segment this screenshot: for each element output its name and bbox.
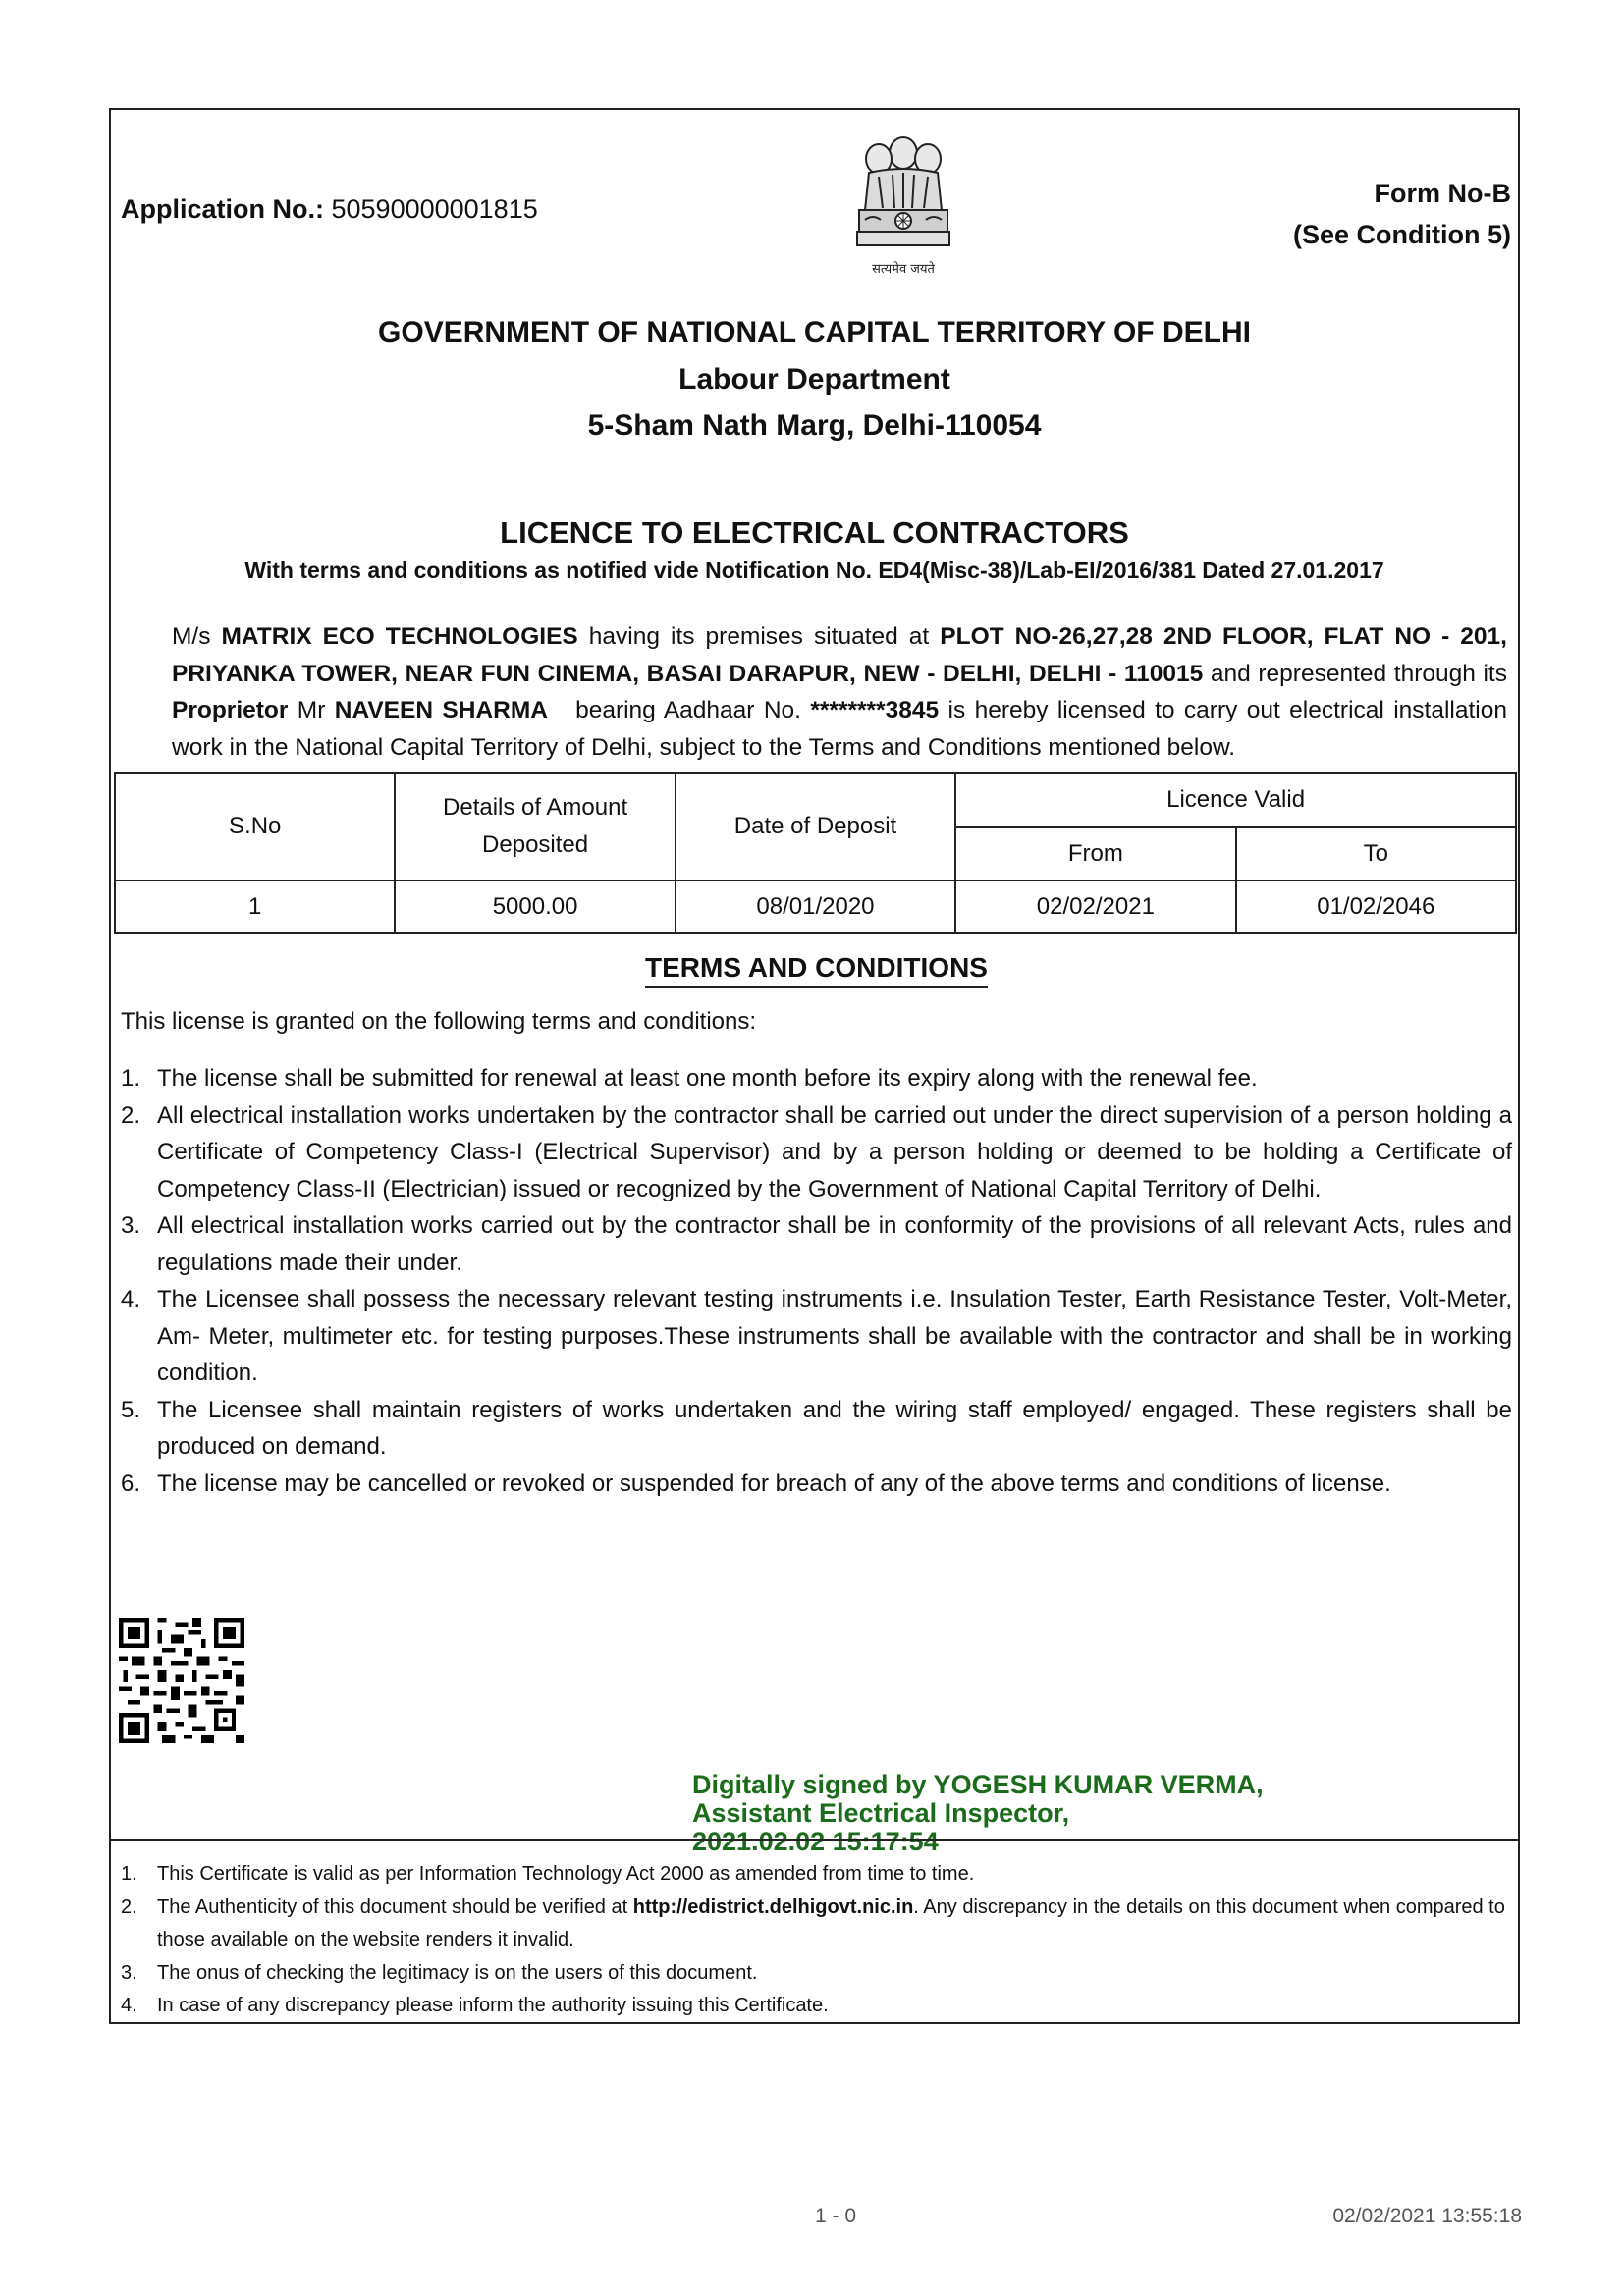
note-text: This Certificate is valid as per Information Technology Act 2000 as amended from time to time. <box>157 1863 975 1885</box>
header-date-of-deposit: Date of Deposit <box>676 773 955 881</box>
verification-link[interactable]: http://edistrict.delhigovt.nic.in <box>632 1896 914 1918</box>
government-title: GOVERNMENT OF NATIONAL CAPITAL TERRITORY OF DELHI <box>378 316 1251 348</box>
representative-name: NAVEEN SHARMA <box>334 697 548 723</box>
see-condition: (See Condition 5) <box>1293 220 1511 249</box>
digital-signature <box>692 1771 1264 1856</box>
application-value: 50590000001815 <box>331 194 538 224</box>
header-licence-valid: Licence Valid <box>955 773 1516 827</box>
body-text-part: and represented through its <box>1203 660 1507 687</box>
signature-timestamp: 2021.02.02 15:17:54 <box>692 1827 939 1856</box>
cell-amount: 5000.00 <box>395 881 675 933</box>
emblem-motto: सत्यमेव जयते <box>872 262 935 277</box>
table-row <box>115 881 1516 933</box>
department-address: 5-Sham Nath Marg, Delhi-110054 <box>587 409 1042 442</box>
list-item: 4. In case of any discrepancy please inform the authority issuing this Certificate. <box>121 1995 829 2016</box>
cell-valid-from: 02/02/2021 <box>955 881 1235 933</box>
list-item: 6. The license may be cancelled or revoked or suspended for breach of any of the above terms and conditions of license. <box>121 1469 1391 1497</box>
premises-address: PLOT NO-26,27,28 2ND FLOOR, FLAT NO - 201, PRIYANKA TOWER, NEAR FUN CINEMA, BASAI DARAPUR, NEW - DELHI, DELHI - 110015 <box>172 623 1507 687</box>
cell-date-of-deposit: 08/01/2020 <box>676 881 955 933</box>
aadhaar-number: ********3845 <box>810 697 940 723</box>
term-text: All electrical installation works undertaken by the contractor shall be carried out under the direct supervision of a person holding a Certificate of Competency Class-I (Electrical Supervisor) and by a person holding or deemed to be holding a Certificate of Competency Class-II (Electrician) issued or recognized by the Government of National Capital Territory of Delhi. <box>157 1101 1512 1202</box>
note-text: The onus of checking the legitimacy is on the users of this document. <box>157 1961 758 1984</box>
list-item: 2. The Authenticity of this document should be verified at http://edistrict.delhigovt.nic.in. Any discrepancy in the details on this document when compared to those available on the website renders it invalid. <box>121 1896 1505 1950</box>
footnotes-list <box>121 1858 1505 2023</box>
list-item: 5. The Licensee shall maintain registers of works undertaken and the wiring staff employed/ engaged. These registers shall be produced on demand. <box>121 1396 1512 1460</box>
header-to: To <box>1236 827 1516 881</box>
company-name: MATRIX ECO TECHNOLOGIES <box>221 623 578 650</box>
term-text: The license may be cancelled or revoked or suspended for breach of any of the above terms and conditions of license. <box>157 1469 1391 1497</box>
header-sno: S.No <box>115 773 395 881</box>
cell-sno: 1 <box>115 881 395 933</box>
representative-role: Proprietor <box>172 697 289 723</box>
terms-title: TERMS AND CONDITIONS <box>645 952 988 988</box>
term-text: The Licensee shall possess the necessary relevant testing instruments i.e. Insulation Tester, Earth Resistance Tester, Volt-Meter, Am- Meter, multimeter etc. for testing purposes.These instruments shall be available with the contractor and shall be in working condition. <box>157 1286 1512 1386</box>
list-item: 3. The onus of checking the legitimacy is on the users of this document. <box>121 1961 758 1984</box>
body-text-part: Mr <box>288 697 335 723</box>
licence-body-paragraph <box>172 618 1507 766</box>
body-text-part: bearing Aadhaar No. <box>547 697 811 723</box>
licence-title: LICENCE TO ELECTRICAL CONTRACTORS <box>500 515 1129 550</box>
note-text: In case of any discrepancy please inform the authority issuing this Certificate. <box>157 1995 829 2016</box>
application-number <box>121 194 538 225</box>
department-title: Labour Department <box>678 363 950 396</box>
licence-details-table <box>114 772 1517 934</box>
page-number: 1 - 0 <box>815 2205 857 2227</box>
print-timestamp: 02/02/2021 13:55:18 <box>1332 2205 1522 2227</box>
body-text-part: having its premises situated at <box>577 623 941 650</box>
note-text: The Authenticity of this document should be verified at <box>157 1896 633 1918</box>
national-emblem-icon <box>839 126 967 285</box>
application-label: Application No.: <box>121 194 324 224</box>
signature-signer: Digitally signed by YOGESH KUMAR VERMA, <box>692 1770 1264 1799</box>
term-text: All electrical installation works carried out by the contractor shall be in conformity of the provisions of all relevant Acts, rules and regulations made their under. <box>157 1212 1512 1276</box>
header-from: From <box>955 827 1235 881</box>
term-text: The Licensee shall maintain registers of works undertaken and the wiring staff employed/ engaged. These registers shall be produced on demand. <box>157 1396 1512 1460</box>
form-no-label: Form No-B <box>1374 179 1511 208</box>
list-item: 1. The license shall be submitted for renewal at least one month before its expiry along with the renewal fee. <box>121 1065 1258 1092</box>
terms-list <box>121 1060 1512 1502</box>
body-text-part: M/s <box>172 623 222 650</box>
licence-subtitle: With terms and conditions as notified vide Notification No. ED4(Misc-38)/Lab-EI/2016/381 Dated 27.01.2017 <box>244 558 1384 583</box>
header-amount: Details of Amount Deposited <box>395 773 675 881</box>
list-item: 2. All electrical installation works undertaken by the contractor shall be carried out under the direct supervision of a person holding a Certificate of Competency Class-I (Electrical Supervisor) and by a person holding or deemed to be holding a Certificate of Competency Class-II (Electrician) issued or recognized by the Government of National Capital Territory of Delhi. <box>121 1101 1512 1202</box>
term-text: The license shall be submitted for renewal at least one month before its expiry along with the renewal fee. <box>157 1065 1258 1092</box>
list-item: 4. The Licensee shall possess the necessary relevant testing instruments i.e. Insulation Tester, Earth Resistance Tester, Volt-Meter, Am- Meter, multimeter etc. for testing purposes.These instruments shall be available with the contractor and shall be in working condition. <box>121 1286 1512 1386</box>
qr-code-icon <box>119 1618 244 1743</box>
cell-valid-to: 01/02/2046 <box>1236 881 1516 933</box>
note-text: . Any discrepancy in the details on this document when compared to those available on the website renders it invalid. <box>157 1896 1505 1950</box>
form-number <box>1293 173 1511 255</box>
signature-designation: Assistant Electrical Inspector, <box>692 1798 1070 1828</box>
list-item: 1. This Certificate is valid as per Information Technology Act 2000 as amended from time to time. <box>121 1863 975 1885</box>
body-text-part: is hereby licensed to carry out electrical installation work in the National Capital Territory of Delhi, subject to the Terms and Conditions mentioned below. <box>172 697 1507 761</box>
list-item: 3. All electrical installation works carried out by the contractor shall be in conformity of the provisions of all relevant Acts, rules and regulations made their under. <box>121 1212 1512 1276</box>
terms-intro: This license is granted on the following terms and conditions: <box>121 1008 757 1035</box>
divider <box>109 1839 1520 1841</box>
